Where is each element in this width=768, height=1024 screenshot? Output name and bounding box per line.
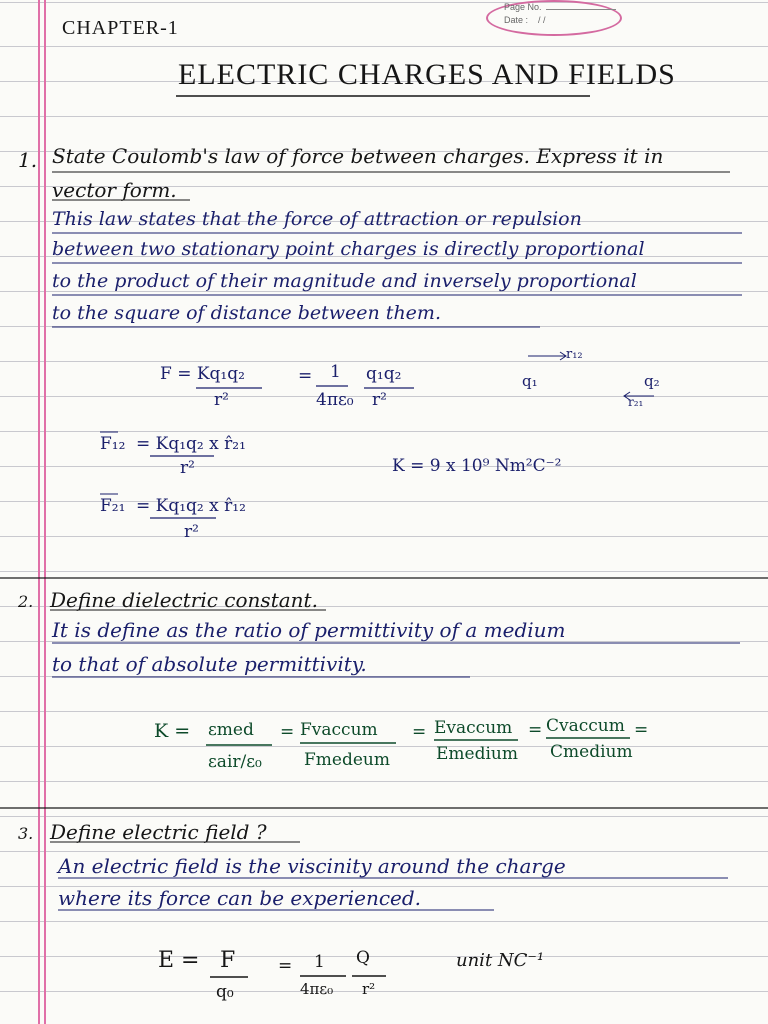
- eq3-num: = Kq₁q₂ x r̂₁₂: [136, 496, 246, 516]
- k-formula-lhs: K =: [154, 720, 191, 742]
- q1-answer-line1: This law states that the force of attraction or repulsion: [52, 208, 582, 230]
- e-unit: unit NC⁻¹: [456, 950, 545, 971]
- eq1-mid-num: 1: [330, 362, 341, 382]
- eq2-lhs: F₁₂: [100, 434, 126, 454]
- q2-number: 2.: [18, 592, 34, 611]
- k-eq4: =: [634, 720, 649, 740]
- e-eq: =: [278, 956, 293, 976]
- q3-answer-line1: An electric field is the viscinity around the charge: [58, 854, 566, 878]
- q1-answer-line4: to the square of distance between them.: [52, 302, 441, 324]
- date-label: Date :: [504, 15, 529, 25]
- q3-number: 3.: [18, 824, 34, 843]
- k-f4-num: Cvaccum: [546, 716, 625, 736]
- k-value: K = 9 x 10⁹ Nm²C⁻²: [392, 456, 562, 476]
- chapter-heading: CHAPTER-1: [62, 17, 179, 39]
- eq1-rhs-den: r²: [372, 390, 387, 410]
- q1-number: 1.: [18, 148, 38, 172]
- q2-answer-line2: to that of absolute permittivity.: [52, 652, 367, 676]
- eq1-rhs-num: q₁q₂: [366, 364, 402, 384]
- k-eq3: =: [528, 720, 543, 740]
- eq2-den: r²: [180, 458, 195, 478]
- e-f2-num: 1: [314, 952, 325, 972]
- q1-question-line2: vector form.: [52, 178, 177, 202]
- page-no-label: Page No.: [504, 2, 542, 12]
- eq1-equals: =: [298, 366, 313, 386]
- diagram-top-label: r₁₂: [566, 347, 583, 362]
- k-eq1: =: [280, 722, 295, 742]
- eq1-lhs-den: r²: [214, 390, 229, 410]
- e-f1-den: q₀: [216, 982, 234, 1002]
- q3-question: Define electric field ?: [50, 820, 267, 844]
- q1-question-line1: State Coulomb's law of force between charges. Express it in: [52, 144, 664, 168]
- q2-answer-line1: It is define as the ratio of permittivity of a medium: [52, 618, 566, 642]
- q1-answer-line3: to the product of their magnitude and inversely proportional: [52, 270, 637, 292]
- k-f1-den: εair/ε₀: [208, 752, 262, 772]
- k-eq2: =: [412, 722, 427, 742]
- k-f3-den: Emedium: [436, 744, 518, 764]
- q2-question: Define dielectric constant.: [50, 588, 318, 612]
- eq1-mid-den: 4πε₀: [316, 390, 354, 410]
- page-title: ELECTRIC CHARGES AND FIELDS: [178, 58, 676, 91]
- diagram-bottom-label: r₂₁: [628, 395, 644, 409]
- k-f4-den: Cmedium: [550, 742, 633, 762]
- eq3-lhs: F₂₁: [100, 496, 126, 516]
- q1-answer-line2: between two stationary point charges is directly proportional: [52, 238, 645, 260]
- e-f1-num: F: [220, 948, 236, 973]
- q3-answer-line2: where its force can be experienced.: [58, 886, 422, 910]
- k-f3-num: Evaccum: [434, 718, 513, 738]
- diagram-q2-label: q₂: [644, 372, 660, 390]
- diagram-q1-label: q₁: [522, 372, 538, 390]
- eq3-den: r²: [184, 522, 199, 542]
- e-f3-num: Q: [356, 948, 370, 968]
- k-f2-num: Fvaccum: [300, 720, 378, 740]
- e-formula-lhs: E =: [158, 948, 200, 973]
- eq2-num: = Kq₁q₂ x r̂₂₁: [136, 434, 246, 454]
- e-f2-den: 4πε₀: [300, 980, 334, 998]
- e-f3-den: r²: [362, 980, 376, 998]
- k-f2-den: Fmedeum: [304, 750, 390, 770]
- date-value: / /: [538, 15, 546, 25]
- eq1-lhs: F = Kq₁q₂: [160, 364, 245, 384]
- k-f1-num: εmed: [208, 720, 254, 740]
